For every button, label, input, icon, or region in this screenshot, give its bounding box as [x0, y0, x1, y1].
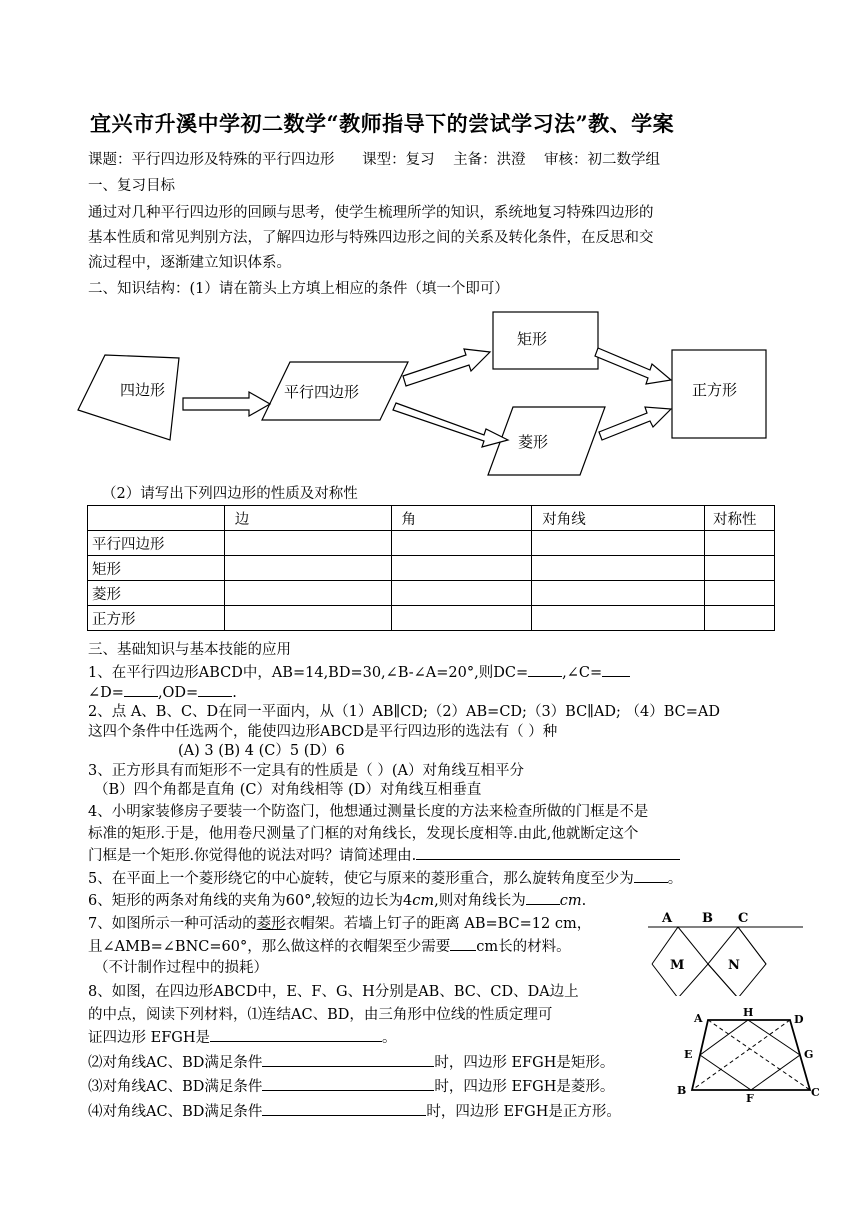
table-cell[interactable]: [224, 531, 391, 556]
hat-rack-figure: [648, 906, 808, 996]
q1-text-b: ,∠C=: [562, 665, 603, 681]
fig8-label-e: E: [684, 1048, 693, 1061]
q6-blank[interactable]: [526, 890, 560, 905]
table-row: [88, 581, 775, 606]
q8c-text: 证四边形 EFGH是: [88, 1030, 210, 1046]
table-cell[interactable]: [391, 531, 532, 556]
q8e-text: ⑶对角线AC、BD满足条件: [88, 1079, 263, 1095]
table-cell[interactable]: [705, 531, 775, 556]
q8f-text: ⑷对角线AC、BD满足条件: [88, 1104, 263, 1120]
rhombus-label: 菱形: [518, 433, 549, 451]
q5-end: 。: [667, 871, 683, 887]
q4-answer-blank[interactable]: [416, 845, 680, 860]
q7-text-underlined: 菱形: [256, 916, 286, 932]
row-label: 菱形: [88, 581, 225, 606]
q6-unit-1: cm: [412, 893, 435, 909]
q6-end: .: [581, 893, 587, 909]
table-cell[interactable]: [391, 606, 532, 631]
table-cell[interactable]: [532, 556, 705, 581]
rectangle-label: 矩形: [517, 330, 548, 348]
q5-text: 5、在平面上一个菱形绕它的中心旋转，使它与原来的菱形重合，那么旋转角度至少为: [88, 871, 634, 887]
section3-heading: 三、基础知识与基本技能的应用: [88, 642, 291, 658]
question-8-line-3: [88, 1026, 396, 1047]
q8-blank-4[interactable]: [262, 1101, 426, 1116]
q1-blank-dc[interactable]: [528, 662, 562, 677]
fig7-label-a: A: [662, 911, 673, 926]
table-row: [88, 556, 775, 581]
lesson-reviewer: 审核：初二数学组: [544, 152, 661, 168]
row-label: 平行四边形: [88, 531, 225, 556]
q1-text-c: ∠D=: [88, 685, 124, 701]
q8f-end: 时，四边形 EFGH是正方形。: [426, 1104, 621, 1120]
table-header-cell: 对称性: [705, 506, 775, 531]
section1-line-2: 基本性质和常见判别方法，了解四边形与特殊四边形之间的关系及转化条件，在反思和交: [88, 230, 654, 246]
page-title: 宜兴市升溪中学初二数学“教师指导下的尝试学习法”教、学案: [90, 111, 675, 136]
fig8-label-b: B: [677, 1084, 687, 1097]
arrow-rectangle-to-square: [595, 348, 671, 384]
table-cell[interactable]: [224, 606, 391, 631]
question-8-line-5: [88, 1075, 614, 1096]
q8-blank-2[interactable]: [262, 1052, 434, 1067]
question-7-line-2: [88, 935, 571, 956]
section1-line-3: 流过程中，逐渐建立知识体系。: [88, 255, 291, 271]
quad-label: 四边形: [120, 381, 166, 399]
question-7-line-3: （不计制作过程中的损耗）: [94, 960, 268, 976]
q1-text-d: ,OD=: [157, 685, 199, 701]
fig7-label-c: C: [738, 911, 749, 926]
table-header-cell: [88, 506, 225, 531]
question-2-line-2: 这四个条件中任选两个，能使四边形ABCD是平行四边形的选法有（ ）种: [88, 724, 558, 740]
parallelogram-label: 平行四边形: [284, 383, 360, 401]
table-row: [88, 531, 775, 556]
question-2-line-1: 2、点 A、B、C、D在同一平面内，从（1）AB∥CD;（2）AB=CD;（3）BC∥AD; （4）BC=AD: [88, 704, 720, 720]
fig8-label-g: G: [804, 1048, 814, 1061]
row-label: 矩形: [88, 556, 225, 581]
question-3-line-2: （B）四个角都是直角 (C）对角线相等 (D）对角线互相垂直: [94, 782, 482, 798]
q1-blank-d[interactable]: [124, 682, 158, 697]
table-header-cell: 角: [391, 506, 532, 531]
table-cell[interactable]: [532, 531, 705, 556]
q1-blank-c[interactable]: [602, 662, 630, 677]
table-header-cell: 对角线: [532, 506, 705, 531]
question-4-line-3: [88, 844, 680, 865]
question-8-line-2: 的中点，阅读下列材料，⑴连结AC、BD，由三角形中位线的性质定理可: [88, 1007, 553, 1023]
q7b-text-post: cm长的材料。: [476, 939, 571, 955]
arrow-rhombus-to-square: [599, 407, 671, 440]
question-5: [88, 867, 682, 888]
question-6: [88, 889, 586, 910]
question-8-line-4: [88, 1051, 614, 1072]
q8c-end: 。: [381, 1030, 397, 1046]
lesson-topic: 课题：平行四边形及特殊的平行四边形: [88, 152, 335, 168]
fig8-label-f: F: [746, 1092, 754, 1105]
table-header-cell: 边: [224, 506, 391, 531]
q8-blank-3[interactable]: [262, 1076, 434, 1091]
question-8-line-1: 8、如图，在四边形ABCD中，E、F、G、H分别是AB、BC、CD、DA边上: [88, 984, 579, 1000]
q1-blank-od[interactable]: [198, 682, 232, 697]
table-header-row: [88, 506, 775, 531]
question-1-line-1: [88, 661, 630, 682]
fig7-label-m: M: [670, 958, 685, 973]
question-4-line-1: 4、小明家装修房子要装一个防盗门，他想通过测量长度的方法来检查所做的门框是不是: [88, 804, 649, 820]
q7-text-post: 衣帽架。若墙上钉子的距离 AB=BC=12 cm，: [285, 916, 592, 932]
fig8-label-a: A: [694, 1012, 703, 1025]
q6-text: 6、矩形的两条对角线的夹角为60°,较短的边长为4: [88, 893, 413, 909]
q1-text-a: 1、在平行四边形ABCD中，AB=14,BD=30,∠B-∠A=20°,则DC=: [88, 665, 529, 681]
arrow-parallelogram-to-rectangle: [403, 349, 490, 386]
q7b-text-pre: 且∠AMB=∠BNC=60°，那么做这样的衣帽架至少需要: [88, 939, 451, 955]
q8d-text: ⑵对角线AC、BD满足条件: [88, 1055, 263, 1071]
table-cell[interactable]: [705, 556, 775, 581]
table-cell[interactable]: [391, 581, 532, 606]
table-cell[interactable]: [532, 581, 705, 606]
q8d-end: 时，四边形 EFGH是矩形。: [434, 1055, 615, 1071]
fig8-label-h: H: [743, 1006, 754, 1019]
arrow-quad-to-parallelogram: [183, 392, 270, 416]
q8-blank-1[interactable]: [210, 1027, 382, 1042]
properties-table: [87, 505, 775, 631]
arrow-parallelogram-to-rhombus: [393, 403, 508, 447]
table-cell[interactable]: [705, 581, 775, 606]
section1-line-1: 通过对几种平行四边形的回顾与思考，使学生梳理所学的知识，系统地复习特殊四边形的: [88, 205, 654, 221]
fig8-label-c: C: [811, 1086, 820, 1099]
row-label: 正方形: [88, 606, 225, 631]
q4-text: 门框是一个矩形.你觉得他的说法对吗？请简述理由.: [88, 848, 417, 864]
q7-blank[interactable]: [450, 936, 476, 951]
table-cell[interactable]: [224, 581, 391, 606]
question-4-line-2: 标准的矩形.于是，他用卷尺测量了门框的对角线长，发现长度相等.由此,他就断定这个: [88, 826, 639, 842]
quadrilateral-figure: [672, 1006, 822, 1106]
square-label: 正方形: [692, 381, 738, 399]
lesson-type: 课型：复习: [362, 152, 435, 168]
q1-text-e: .: [232, 685, 237, 701]
question-8-line-6: [88, 1100, 621, 1121]
q7-text-pre: 7、如图所示一种可活动的: [88, 916, 257, 932]
question-1-line-2: [88, 682, 237, 701]
knowledge-structure-diagram: [0, 0, 860, 500]
section1-heading: 一、复习目标: [88, 178, 175, 194]
section2-sub2: （2）请写出下列四边形的性质及对称性: [102, 486, 358, 502]
section2-heading: 二、知识结构：(1）请在箭头上方填上相应的条件（填一个即可）: [88, 281, 509, 297]
fig7-label-b: B: [702, 911, 713, 926]
table-cell[interactable]: [705, 606, 775, 631]
question-3-line-1: 3、正方形具有而矩形不一定具有的性质是（ ）(A）对角线互相平分: [88, 763, 524, 779]
q8e-end: 时，四边形 EFGH是菱形。: [434, 1079, 615, 1095]
table-cell[interactable]: [224, 556, 391, 581]
q5-blank[interactable]: [634, 868, 668, 883]
table-cell[interactable]: [532, 606, 705, 631]
question-2-options: (A) 3 (B) 4 (C）5 (D）6: [178, 743, 345, 759]
fig7-label-n: N: [728, 958, 740, 973]
fig8-label-d: D: [794, 1013, 804, 1026]
table-cell[interactable]: [391, 556, 532, 581]
table-row: [88, 606, 775, 631]
q6-text-mid: ,则对角线长为: [434, 893, 526, 909]
lesson-author: 主备：洪澄: [453, 152, 526, 168]
q6-unit-2: cm: [559, 893, 582, 909]
question-7-line-1: [88, 912, 591, 933]
